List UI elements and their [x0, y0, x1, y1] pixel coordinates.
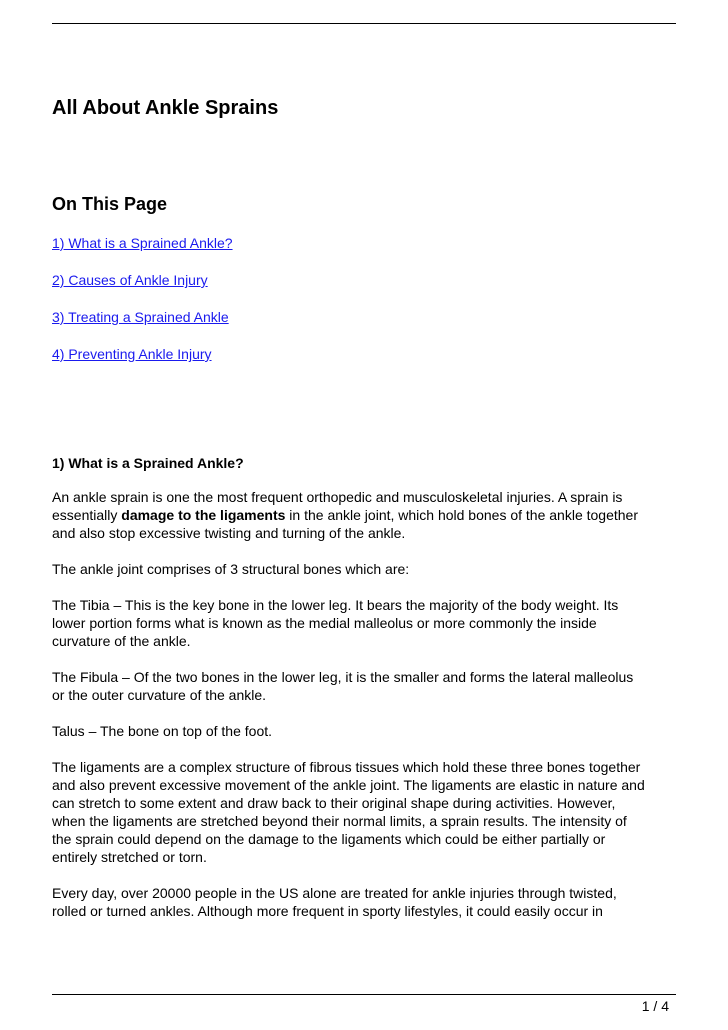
toc-link-treating-sprained-ankle[interactable]: 3) Treating a Sprained Ankle: [52, 309, 229, 325]
page-number: 1 / 4: [641, 998, 669, 1014]
text-line: curvature of the ankle.: [52, 633, 191, 649]
text-line: The Fibula – Of the two bones in the lower leg, it is the smaller and forms the lateral malleolus: [52, 669, 634, 685]
toc-link-causes-of-ankle-injury[interactable]: 2) Causes of Ankle Injury: [52, 272, 208, 288]
text-line: Every day, over 20000 people in the US alone are treated for ankle injuries through twisted,: [52, 885, 617, 901]
text-run: essentially: [52, 507, 122, 523]
header-rule: [52, 23, 676, 24]
text-line: rolled or turned ankles. Although more frequent in sporty lifestyles, it could easily occur in: [52, 903, 603, 919]
text-line: The ankle joint comprises of 3 structural bones which are:: [52, 561, 410, 577]
section-body: [52, 488, 682, 938]
text-line: An ankle sprain is one the most frequent orthopedic and musculoskeletal injuries. A sprain is: [52, 489, 623, 505]
toc-link-what-is-sprained-ankle[interactable]: 1) What is a Sprained Ankle?: [52, 235, 233, 251]
text-run: in the ankle joint, which hold bones of the ankle together: [285, 507, 638, 523]
paragraph: [52, 758, 682, 866]
paragraph: [52, 668, 682, 704]
toc-heading: On This Page: [52, 194, 168, 214]
text-line: The ligaments are a complex structure of fibrous tissues which hold these three bones together: [52, 759, 641, 775]
document-title: All About Ankle Sprains: [52, 97, 279, 119]
text-line: entirely stretched or torn.: [52, 849, 207, 865]
footer-rule: [52, 994, 676, 995]
paragraph: [52, 560, 682, 578]
toc-link-preventing-ankle-injury[interactable]: 4) Preventing Ankle Injury: [52, 346, 212, 362]
text-line: the sprain could depend on the damage to the ligaments which could be either partially or: [52, 831, 606, 847]
text-line: Talus – The bone on top of the foot.: [52, 723, 273, 739]
paragraph: [52, 884, 682, 920]
text-line: and also stop excessive twisting and turning of the ankle.: [52, 525, 406, 541]
paragraph: [52, 488, 682, 542]
text-line: and also prevent excessive movement of the ankle joint. The ligaments are elastic in nature and: [52, 777, 645, 793]
paragraph: [52, 596, 682, 650]
text-line: or the outer curvature of the ankle.: [52, 687, 267, 703]
text-line: [52, 506, 682, 524]
text-line: lower portion forms what is known as the medial malleolus or more commonly the inside: [52, 615, 597, 631]
bold-text: damage to the ligaments: [121, 507, 286, 523]
text-line: can stretch to some extent and draw back to their original shape during activities. However,: [52, 795, 616, 811]
paragraph: [52, 722, 682, 740]
text-line: The Tibia – This is the key bone in the lower leg. It bears the majority of the body weight. Its: [52, 597, 619, 613]
section-heading: 1) What is a Sprained Ankle?: [52, 455, 244, 471]
text-line: when the ligaments are stretched beyond their normal limits, a sprain results. The intensity of: [52, 813, 627, 829]
